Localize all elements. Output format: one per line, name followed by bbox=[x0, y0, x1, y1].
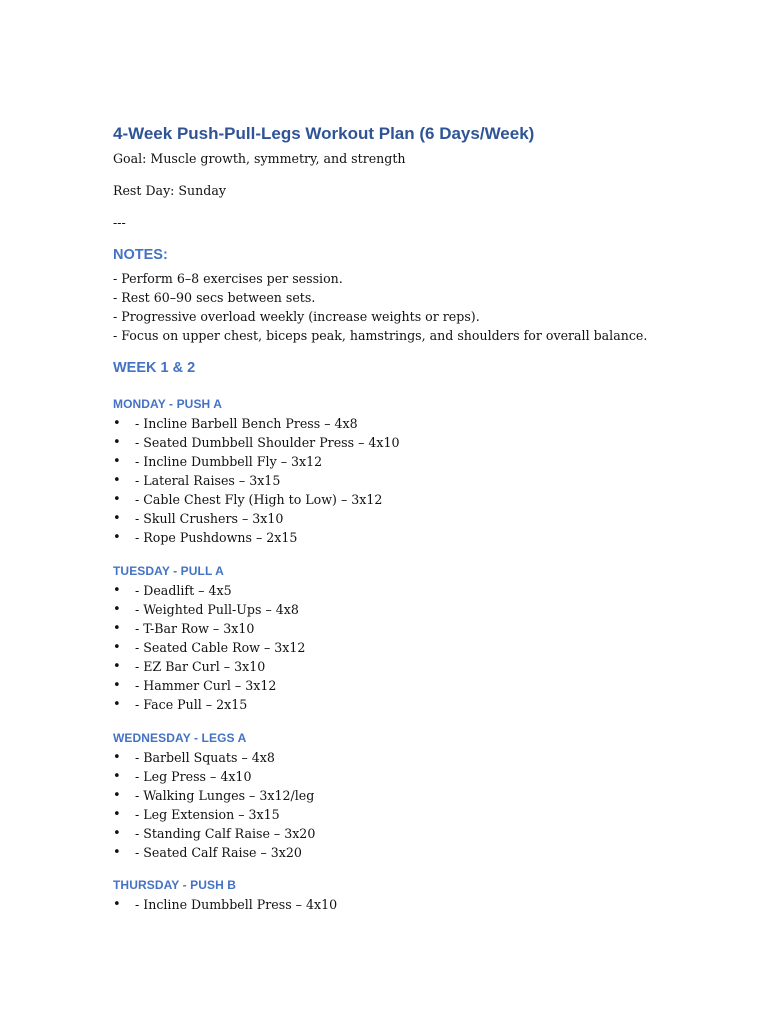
day-heading-monday: MONDAY - PUSH A bbox=[113, 397, 223, 411]
bullet-icon: • bbox=[113, 897, 121, 912]
bullet-icon: • bbox=[113, 826, 121, 841]
notes-line: - Perform 6–8 exercises per session. bbox=[113, 271, 343, 286]
bullet-icon: • bbox=[113, 454, 121, 469]
bullet-icon: • bbox=[113, 769, 121, 784]
rest-day-text: Rest Day: Sunday bbox=[113, 183, 226, 198]
bullet-icon: • bbox=[113, 788, 121, 803]
goal-text: Goal: Muscle growth, symmetry, and strength bbox=[113, 151, 406, 166]
bullet-icon: • bbox=[113, 621, 121, 636]
bullet-icon: • bbox=[113, 473, 121, 488]
separator-text: --- bbox=[113, 215, 126, 230]
bullet-icon: • bbox=[113, 697, 121, 712]
bullet-icon: • bbox=[113, 750, 121, 765]
bullet-icon: • bbox=[113, 640, 121, 655]
bullet-icon: • bbox=[113, 416, 121, 431]
notes-line: - Focus on upper chest, biceps peak, hamstrings, and shoulders for overall balance. bbox=[113, 328, 648, 343]
bullet-icon: • bbox=[113, 511, 121, 526]
day-heading-tuesday: TUESDAY - PULL A bbox=[113, 564, 224, 578]
notes-heading: NOTES: bbox=[113, 247, 168, 263]
bullet-icon: • bbox=[113, 602, 121, 617]
bullet-icon: • bbox=[113, 678, 121, 693]
bullet-icon: • bbox=[113, 530, 121, 545]
document-title: 4-Week Push-Pull-Legs Workout Plan (6 Days/Week) bbox=[113, 124, 535, 143]
bullet-icon: • bbox=[113, 583, 121, 598]
notes-line: - Progressive overload weekly (increase weights or reps). bbox=[113, 309, 480, 324]
bullet-icon: • bbox=[113, 845, 121, 860]
bullet-icon: • bbox=[113, 435, 121, 450]
bullet-icon: • bbox=[113, 492, 121, 507]
day-heading-thursday: THURSDAY - PUSH B bbox=[113, 878, 237, 892]
week-heading: WEEK 1 & 2 bbox=[113, 360, 196, 376]
day-heading-wednesday: WEDNESDAY - LEGS A bbox=[113, 731, 247, 745]
bullet-icon: • bbox=[113, 659, 121, 674]
bullet-icon: • bbox=[113, 807, 121, 822]
notes-line: - Rest 60–90 secs between sets. bbox=[113, 290, 316, 305]
